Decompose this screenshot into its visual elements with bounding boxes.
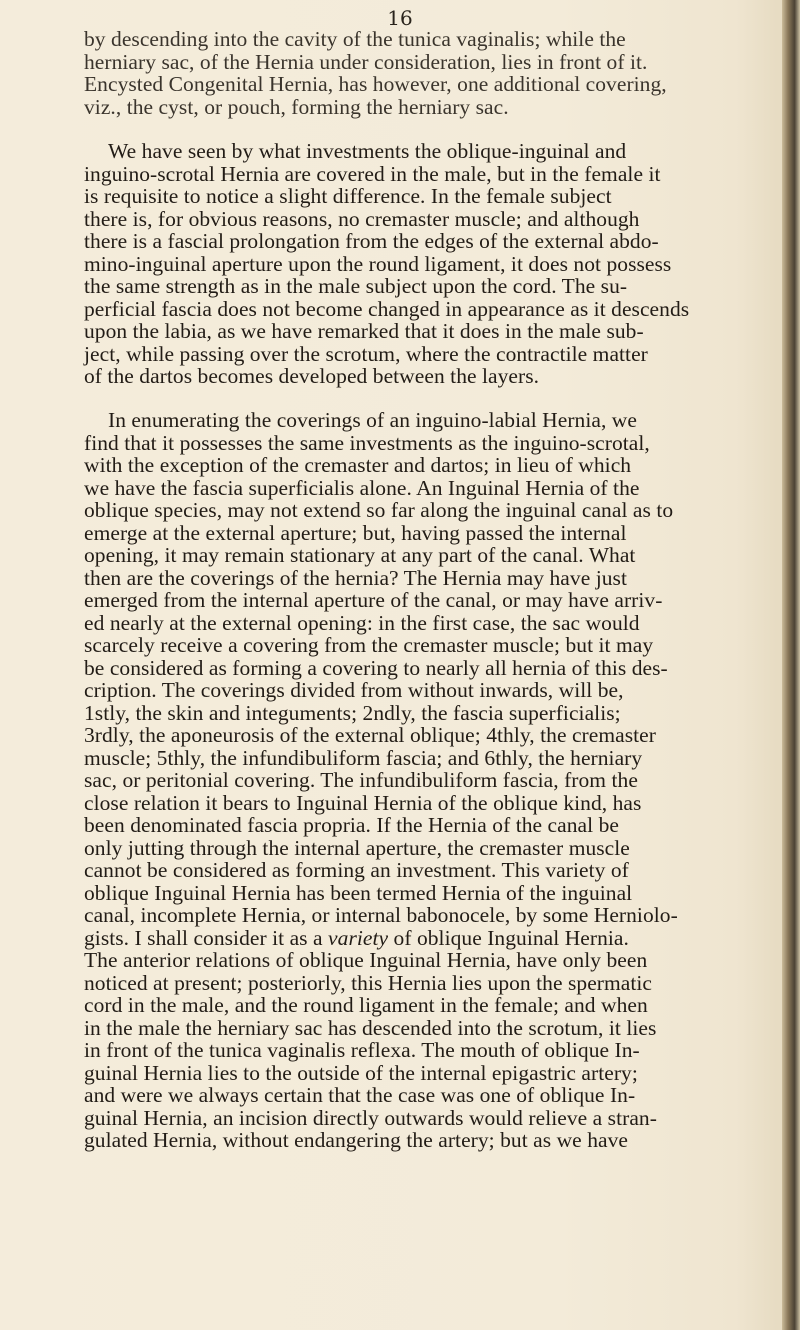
text-line: oblique Inguinal Hernia has been termed Hernia of the inguinal [84,880,633,905]
text-line: viz., the cyst, or pouch, forming the herniary sac. [84,94,509,119]
text-line: of the dartos becomes developed between the layers. [84,364,540,388]
page-edge [782,0,800,1330]
text-line: then are the coverings of the hernia? The Hernia may have just [84,565,627,590]
paragraph-3 [84,409,764,1152]
text-line: perficial fascia does not become changed in appearance as it descends [84,296,690,321]
text-line: Encysted Congenital Hernia, has however, one additional covering, [84,72,667,96]
text-line: emerge at the external aperture; but, having passed the internal [84,520,627,545]
text-line: cannot be considered as forming an investment. This variety of [84,858,629,882]
text-line: inguino-scrotal Hernia are covered in the male, but in the female it [84,161,661,186]
text-line: herniary sac, of the Hernia under consideration, lies in front of it. [84,49,648,74]
text-line: muscle; 5thly, the infundibuliform fascia; and 6thly, the herniary [84,745,643,770]
text-line: in the male the herniary sac has descended into the scrotum, it lies [84,1015,657,1040]
text-line: is requisite to notice a slight difference. In the female subject [84,184,612,208]
text-line: only jutting through the internal aperture, the cremaster muscle [84,835,630,860]
text-line: 3rdly, the aponeurosis of the external oblique; 4thly, the cremaster [84,723,656,747]
text-line: cription. The coverings divided from without inwards, will be, [84,678,624,702]
text-line: been denominated fascia propria. If the Hernia of the canal be [84,813,619,837]
text-line: there is a fascial prolongation from the edges of the external abdo- [84,229,659,253]
text-line: 1stly, the skin and integuments; 2ndly, the fascia superficialis; [84,700,621,725]
text-line [84,927,764,950]
text-segment: of oblique Inguinal Hernia. [388,925,629,950]
text-line: and were we always certain that the case was one of oblique In- [84,1083,636,1107]
text-line: by descending into the cavity of the tunica vaginalis; while the [84,27,626,51]
text-line: there is, for obvious reasons, no cremaster muscle; and although [84,206,640,231]
text-line: be considered as forming a covering to nearly all hernia of this des- [84,655,668,680]
text-line: emerged from the internal aperture of the canal, or may have arriv- [84,588,663,612]
paragraph-1 [84,28,764,118]
text-line: scarcely receive a covering from the cremaster muscle; but it may [84,633,654,657]
text-line: We have seen by what investments the oblique-inguinal and [108,139,627,163]
text-line: opening, it may remain stationary at any part of the canal. What [84,543,636,567]
text-line: in front of the tunica vaginalis reflexa. The mouth of oblique In- [84,1038,640,1062]
text-line: ed nearly at the external opening: in the first case, the sac would [84,610,640,635]
text-line: ject, while passing over the scrotum, where the contractile matter [84,341,648,366]
text-line: the same strength as in the male subject upon the cord. The su- [84,274,628,298]
text-line: In enumerating the coverings of an inguino-labial Hernia, we [108,408,637,432]
text-line: close relation it bears to Inguinal Hernia of the oblique kind, has [84,790,642,815]
text-line: upon the labia, as we have remarked that it does in the male sub- [84,319,644,343]
text-line: cord in the male, and the round ligament in the female; and when [84,993,648,1017]
text-line: gulated Hernia, without endangering the artery; but as we have [84,1128,628,1152]
text-line: find that it possesses the same investments as the inguino-scrotal, [84,430,650,455]
text-line: canal, incomplete Hernia, or internal babonocele, by some Herniolo- [84,903,678,927]
text-line: mino-inguinal aperture upon the round ligament, it does not possess [84,251,672,276]
emphasis-variety: variety [328,925,389,950]
text-line: guinal Hernia, an incision directly outwards would relieve a stran- [84,1105,657,1130]
text-segment: gists. I shall consider it as a [84,925,323,950]
text-line: The anterior relations of oblique Inguinal Hernia, have only been [84,948,648,972]
text-line: guinal Hernia lies to the outside of the internal epigastric artery; [84,1060,638,1085]
text-line: we have the fascia superficialis alone. An Inguinal Hernia of the [84,475,640,500]
text-line: noticed at present; posteriorly, this Hernia lies upon the spermatic [84,970,653,995]
page-number: 16 [387,6,413,30]
paragraph-2 [84,140,764,388]
text-line: with the exception of the cremaster and dartos; in lieu of which [84,453,632,477]
text-line: sac, or peritonial covering. The infundibuliform fascia, from the [84,768,638,792]
text-line: oblique species, may not extend so far along the inguinal canal as to [84,498,674,522]
